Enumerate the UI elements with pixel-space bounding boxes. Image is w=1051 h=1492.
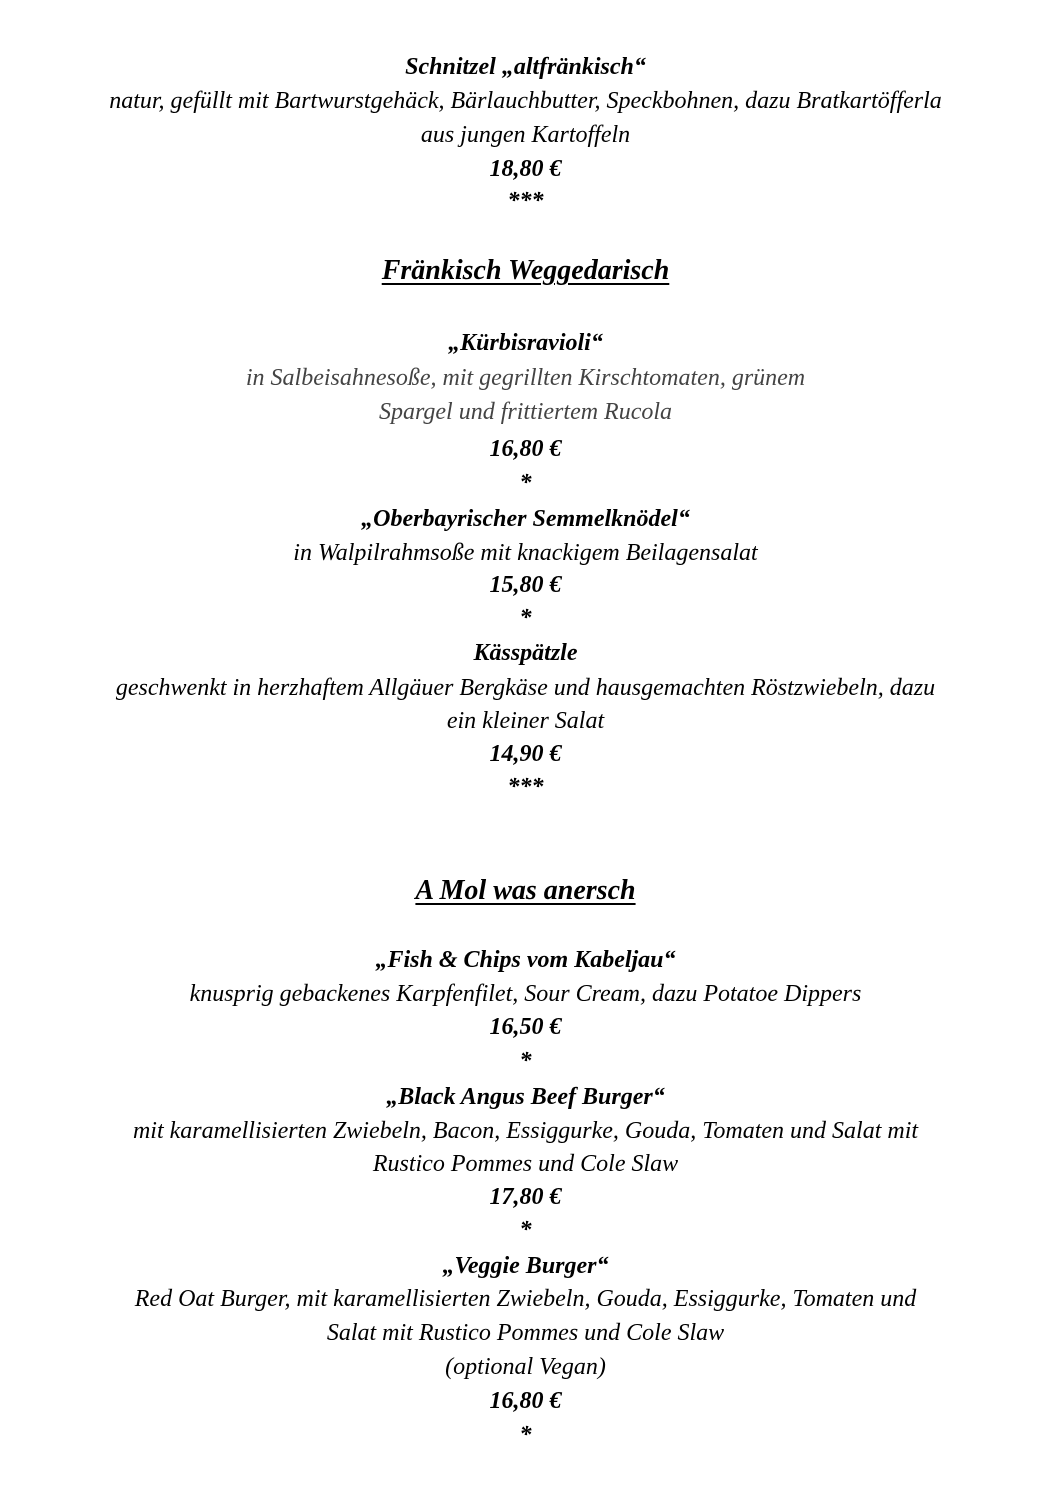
item-separator: * [519,1217,532,1243]
dish-description: natur, gefüllt mit Bartwurstgehäck, Bärlauchbutter, Speckbohnen, dazu Bratkartöfferla [109,88,942,114]
dish-name: „Veggie Burger“ [442,1253,609,1279]
dish-price: 16,80 € [489,1388,562,1414]
item-separator: * [519,605,532,631]
dish-name: Schnitzel „altfränkisch“ [405,54,646,80]
dish-name: „Fish & Chips vom Kabeljau“ [375,947,676,973]
dish-description: (optional Vegan) [445,1354,606,1380]
dish-description: in Salbeisahnesoße, mit gegrillten Kirschtomaten, grünem [245,365,806,391]
dish-price: 16,50 € [489,1014,562,1040]
item-separator: * [519,1048,532,1074]
dish-description: Salat mit Rustico Pommes und Cole Slaw [326,1320,725,1346]
item-separator: * [519,1422,532,1448]
dish-description: mit karamellisierten Zwiebeln, Bacon, Essiggurke, Gouda, Tomaten und Salat mit [132,1118,919,1144]
dish-price: 17,80 € [489,1184,562,1210]
dish-price: 14,90 € [489,741,562,767]
dish-description: geschwenkt in herzhaftem Allgäuer Bergkäse und hausgemachten Röstzwiebeln, dazu [115,675,936,701]
dish-description: Spargel und frittiertem Rucola [378,399,673,425]
dish-price: 18,80 € [489,156,562,182]
item-separator: * [519,470,532,496]
dish-description: aus jungen Kartoffeln [420,122,631,148]
dish-name: „Black Angus Beef Burger“ [386,1084,665,1110]
section-title: A Mol was anersch [415,875,636,906]
dish-description: in Walpilrahmsoße mit knackigem Beilagensalat [293,540,758,566]
section-title: Fränkisch Weggedarisch [381,255,670,286]
dish-description: knusprig gebackenes Karpfenfilet, Sour Cream, dazu Potatoe Dippers [189,981,862,1007]
dish-description: Red Oat Burger, mit karamellisierten Zwiebeln, Gouda, Essiggurke, Tomaten und [134,1286,917,1312]
section-separator: *** [507,188,544,214]
section-separator: *** [507,774,544,800]
dish-name: „Oberbayrischer Semmelknödel“ [361,506,690,532]
dish-description: Rustico Pommes und Cole Slaw [372,1151,679,1177]
dish-name: „Kürbisravioli“ [448,330,603,356]
dish-description: ein kleiner Salat [446,708,605,734]
dish-name: Kässpätzle [473,640,578,666]
dish-price: 16,80 € [489,436,562,462]
dish-price: 15,80 € [489,572,562,598]
